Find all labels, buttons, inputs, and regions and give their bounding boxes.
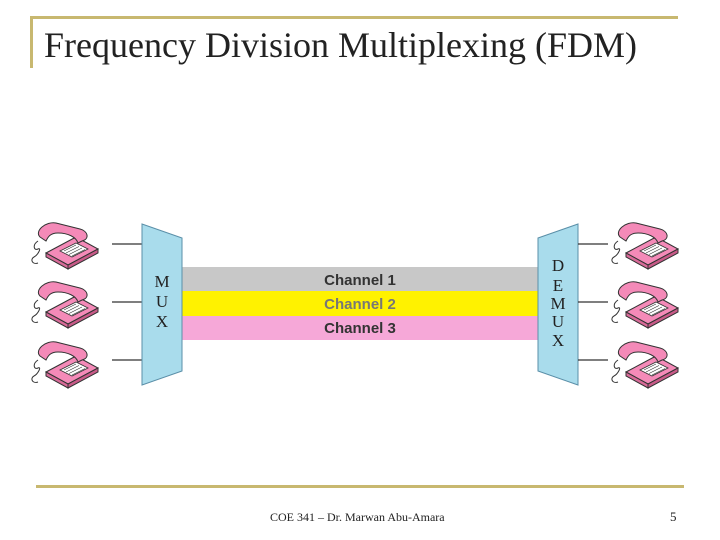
telephone-icon <box>32 223 98 269</box>
demux-letter: X <box>551 331 565 350</box>
page-number: 5 <box>670 509 677 524</box>
telephone-icon <box>32 342 98 388</box>
slide-title: Frequency Division Multiplexing (FDM) <box>44 25 637 65</box>
telephone-icon <box>612 223 678 269</box>
channel-3-label: Channel 3 <box>324 320 396 337</box>
demux-letter: U <box>551 312 565 331</box>
channel-2-label: Channel 2 <box>324 296 396 313</box>
mux-letter: U <box>155 292 169 311</box>
telephone-icon <box>612 342 678 388</box>
telephone-icon <box>612 282 678 328</box>
demux-letter: E <box>552 276 564 295</box>
demux-letter: D <box>551 256 565 275</box>
demux-letter: M <box>550 294 566 313</box>
channel-1-label: Channel 1 <box>324 272 396 289</box>
mux-letter: M <box>154 272 170 291</box>
telephone-icon <box>32 282 98 328</box>
footer-text: COE 341 – Dr. Marwan Abu-Amara <box>270 510 445 524</box>
left-telephones <box>32 223 98 388</box>
mux-letter: X <box>155 312 169 331</box>
right-telephones <box>612 223 678 388</box>
footer-rule <box>36 485 684 488</box>
